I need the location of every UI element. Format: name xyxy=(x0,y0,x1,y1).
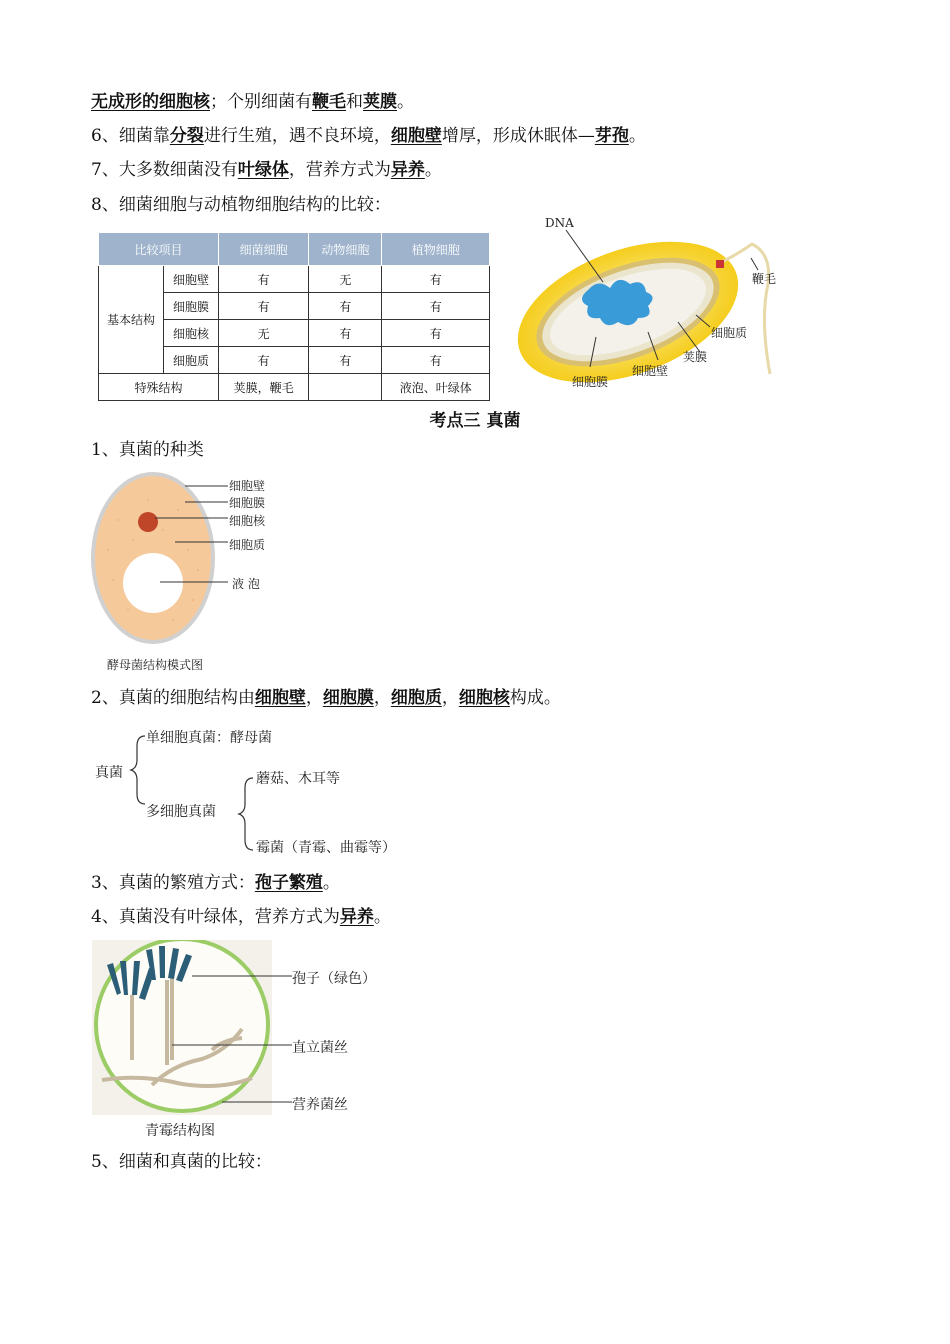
tree-braces xyxy=(125,728,260,858)
keyword: 异养 xyxy=(339,907,374,927)
keyword: 无成形的细胞核 xyxy=(91,92,210,112)
tree-mold: 霉菌（青霉、曲霉等） xyxy=(256,840,396,856)
keyword: 细胞壁 xyxy=(390,126,442,146)
yeast-caption: 酵母菌结构模式图 xyxy=(107,658,204,672)
cell-wall-label: 细胞壁 xyxy=(632,364,669,378)
penicillium-caption: 青霉结构图 xyxy=(145,1123,215,1139)
tree-unicellular: 单细胞真菌：酵母菌 xyxy=(146,730,272,746)
spores-label: 孢子（绿色） xyxy=(292,971,376,987)
keyword: 孢子繁殖 xyxy=(254,873,323,893)
yeast-wall-label: 细胞壁 xyxy=(229,479,266,493)
keyword: 芽孢 xyxy=(594,126,629,146)
table-header: 动物细胞 xyxy=(309,233,382,266)
keyword: 细胞膜 xyxy=(322,688,374,708)
text-line: 5、细菌和真菌的比较： xyxy=(91,1152,272,1172)
keyword: 荚膜 xyxy=(363,92,397,112)
text-line: 4、真菌没有叶绿体，营养方式为异养。 xyxy=(91,907,391,927)
capsule-label: 荚膜 xyxy=(683,350,708,364)
yeast-nucleus-label: 细胞核 xyxy=(229,514,266,528)
text-line-1: 无成形的细胞核；个别细菌有鞭毛和荚膜。 xyxy=(91,92,414,112)
table-header: 比较项目 xyxy=(99,233,219,266)
text-line-4: 8、细菌细胞与动植物细胞结构的比较： xyxy=(91,195,391,215)
tree-multicellular: 多细胞真菌 xyxy=(146,804,216,820)
yeast-cytoplasm-label: 细胞质 xyxy=(229,538,266,552)
text-line-2: 6、细菌靠分裂进行生殖，遇不良环境，细胞壁增厚，形成休眠体—芽孢。 xyxy=(91,126,646,146)
tree-mushroom: 蘑菇、木耳等 xyxy=(256,771,340,787)
tree-root: 真菌 xyxy=(95,765,123,781)
group-cell: 基本结构 xyxy=(99,266,164,374)
table-header: 细菌细胞 xyxy=(219,233,309,266)
text-line: 1、真菌的种类 xyxy=(91,440,204,460)
keyword: 叶绿体 xyxy=(237,160,289,180)
keyword: 鞭毛 xyxy=(312,92,346,112)
keyword: 异养 xyxy=(390,160,425,180)
text-line-3: 7、大多数细菌没有叶绿体，营养方式为异养。 xyxy=(91,160,442,180)
cytoplasm-label: 细胞质 xyxy=(711,326,748,340)
keyword: 细胞壁 xyxy=(254,688,306,708)
yeast-vacuole-label: 液 泡 xyxy=(232,577,260,591)
table-row: 细胞核 无 有 有 xyxy=(99,320,490,347)
cell-membrane-label: 细胞膜 xyxy=(572,375,609,389)
upright-hyphae-label: 直立菌丝 xyxy=(292,1040,348,1056)
section-title: 考点三 真菌 xyxy=(429,411,521,431)
nutritive-hyphae-label: 营养菌丝 xyxy=(292,1097,348,1113)
dna-label: DNA xyxy=(545,216,574,230)
table-row: 细胞质 有 有 有 xyxy=(99,347,490,374)
table-header: 植物细胞 xyxy=(382,233,490,266)
penicillium-diagram xyxy=(92,940,382,1120)
text-line: 3、真菌的繁殖方式：孢子繁殖。 xyxy=(91,873,340,893)
keyword: 细胞质 xyxy=(390,688,442,708)
keyword: 分裂 xyxy=(169,126,204,146)
keyword: 细胞核 xyxy=(458,688,510,708)
yeast-membrane-label: 细胞膜 xyxy=(229,496,266,510)
flagellum-label: 鞭毛 xyxy=(752,272,777,286)
table-row: 基本结构 细胞壁 有 无 有 xyxy=(99,266,490,293)
table-row: 特殊结构 荚膜，鞭毛 液泡、叶绿体 xyxy=(99,374,490,401)
text-line: 2、真菌的细胞结构由细胞壁，细胞膜，细胞质，细胞核构成。 xyxy=(91,688,561,708)
table-row: 细胞膜 有 有 有 xyxy=(99,293,490,320)
comparison-table xyxy=(98,232,490,401)
